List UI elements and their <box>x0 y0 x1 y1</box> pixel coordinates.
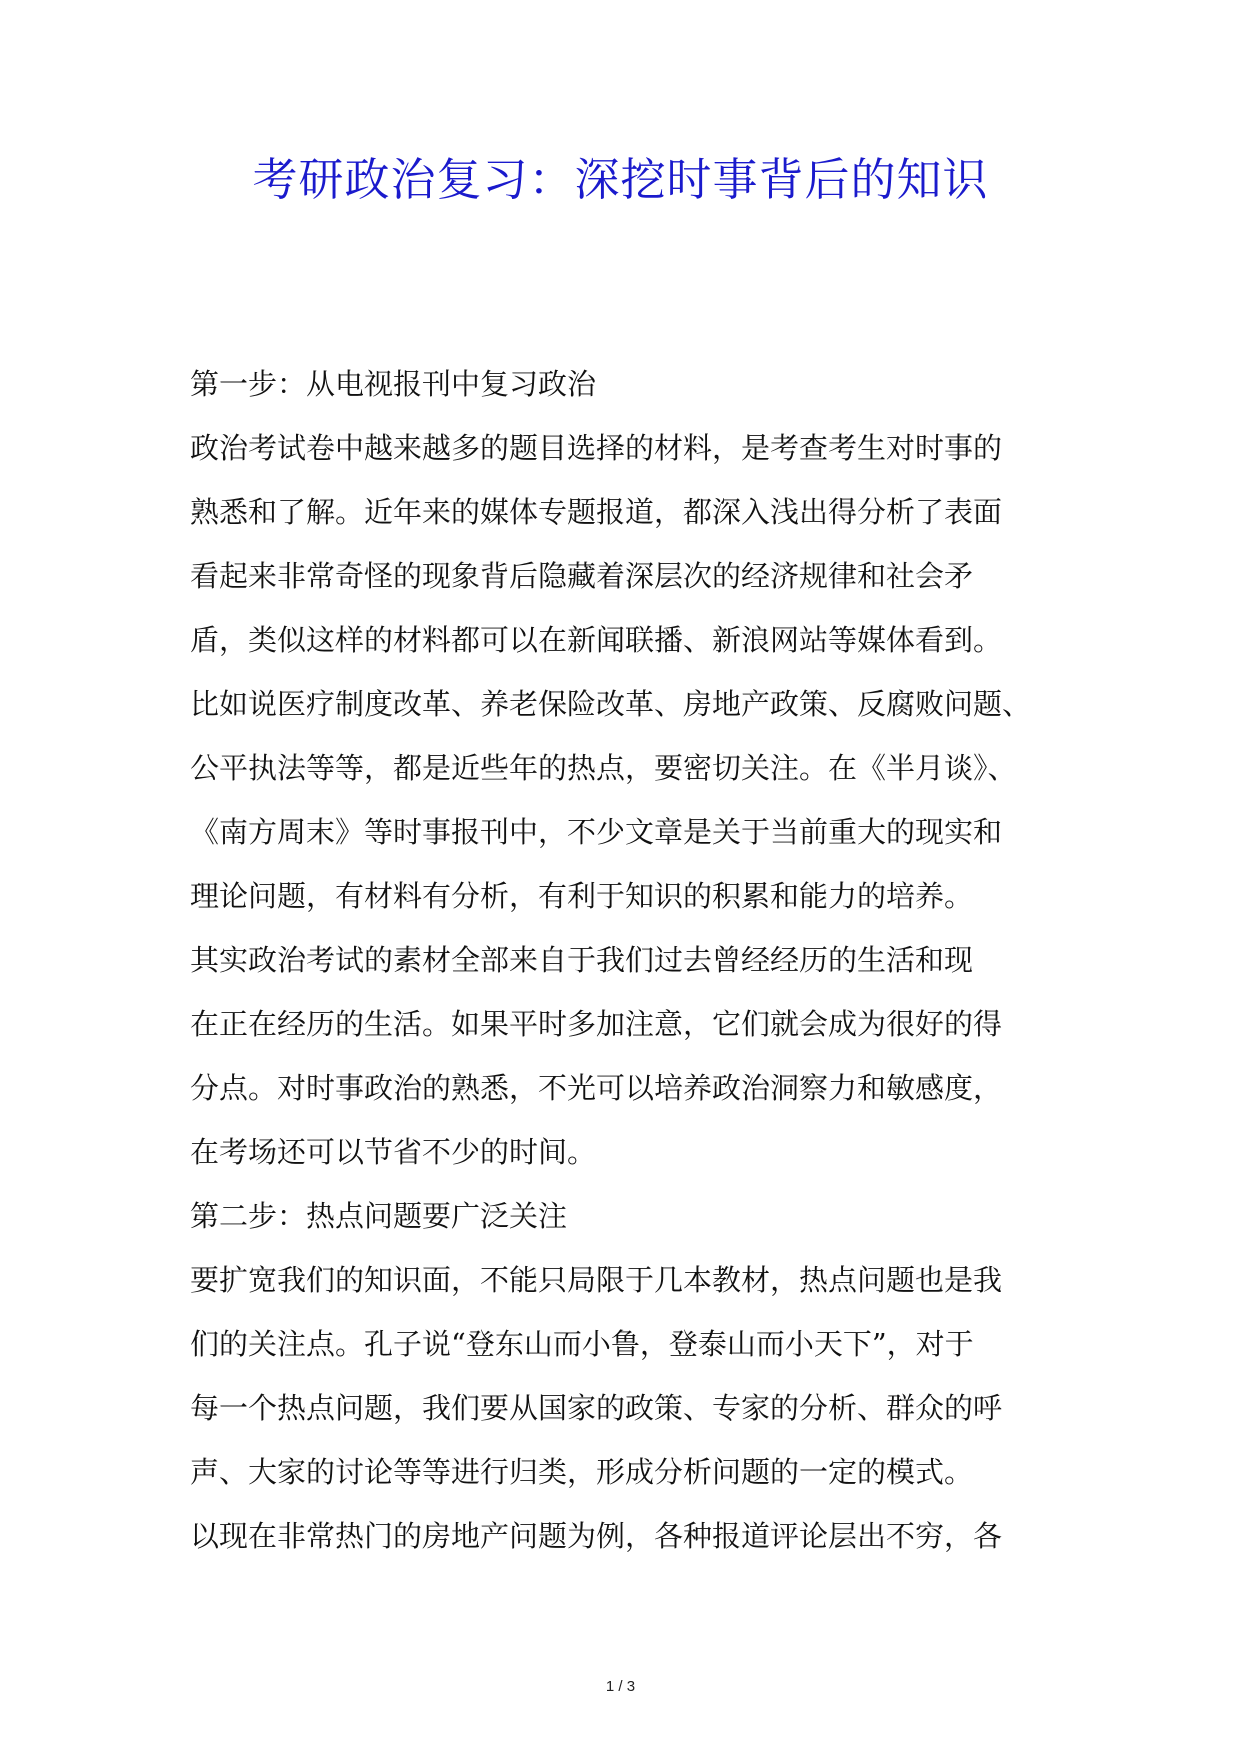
body-line: 在考场还可以节省不少的时间。 <box>190 1135 597 1169</box>
body-line: 政治考试卷中越来越多的题目选择的材料，是考查考生对时事的 <box>190 431 1003 465</box>
body-line: 在正在经历的生活。如果平时多加注意，它们就会成为很好的得 <box>190 1007 1003 1041</box>
body-line: 比如说医疗制度改革、养老保险改革、房地产政策、反腐败问题、 <box>190 687 1032 721</box>
document-body <box>190 352 1070 1568</box>
section-heading-step-2: 第二步：热点问题要广泛关注 <box>190 1199 568 1233</box>
page-number: 1 / 3 <box>605 1678 636 1695</box>
body-line: 公平执法等等，都是近些年的热点，要密切关注。在《半月谈》、 <box>190 751 1017 785</box>
body-line: 理论问题，有材料有分析，有利于知识的积累和能力的培养。 <box>190 879 974 913</box>
body-line: 声、大家的讨论等等进行归类，形成分析问题的一定的模式。 <box>190 1455 974 1489</box>
body-line: 以现在非常热门的房地产问题为例，各种报道评论层出不穷，各 <box>190 1519 1003 1553</box>
body-line: 看起来非常奇怪的现象背后隐藏着深层次的经济规律和社会矛 <box>190 559 974 593</box>
body-line: 盾，类似这样的材料都可以在新闻联播、新浪网站等媒体看到。 <box>190 623 1003 657</box>
body-line: 熟悉和了解。近年来的媒体专题报道，都深入浅出得分析了表面 <box>190 495 1003 529</box>
body-line: 们的关注点。孔子说“登东山而小鲁，登泰山而小天下”，对于 <box>190 1327 974 1361</box>
body-line: 《南方周末》等时事报刊中，不少文章是关于当前重大的现实和 <box>190 815 1003 849</box>
section-heading-step-1: 第一步：从电视报刊中复习政治 <box>190 367 597 401</box>
body-line: 分点。对时事政治的熟悉，不光可以培养政治洞察力和敏感度， <box>190 1071 1003 1105</box>
body-line: 要扩宽我们的知识面，不能只局限于几本教材，热点问题也是我 <box>190 1263 1003 1297</box>
body-line: 每一个热点问题，我们要从国家的政策、专家的分析、群众的呼 <box>190 1391 1003 1425</box>
body-line: 其实政治考试的素材全部来自于我们过去曾经经历的生活和现 <box>190 943 974 977</box>
document-title: 考研政治复习：深挖时事背后的知识 <box>252 153 989 206</box>
